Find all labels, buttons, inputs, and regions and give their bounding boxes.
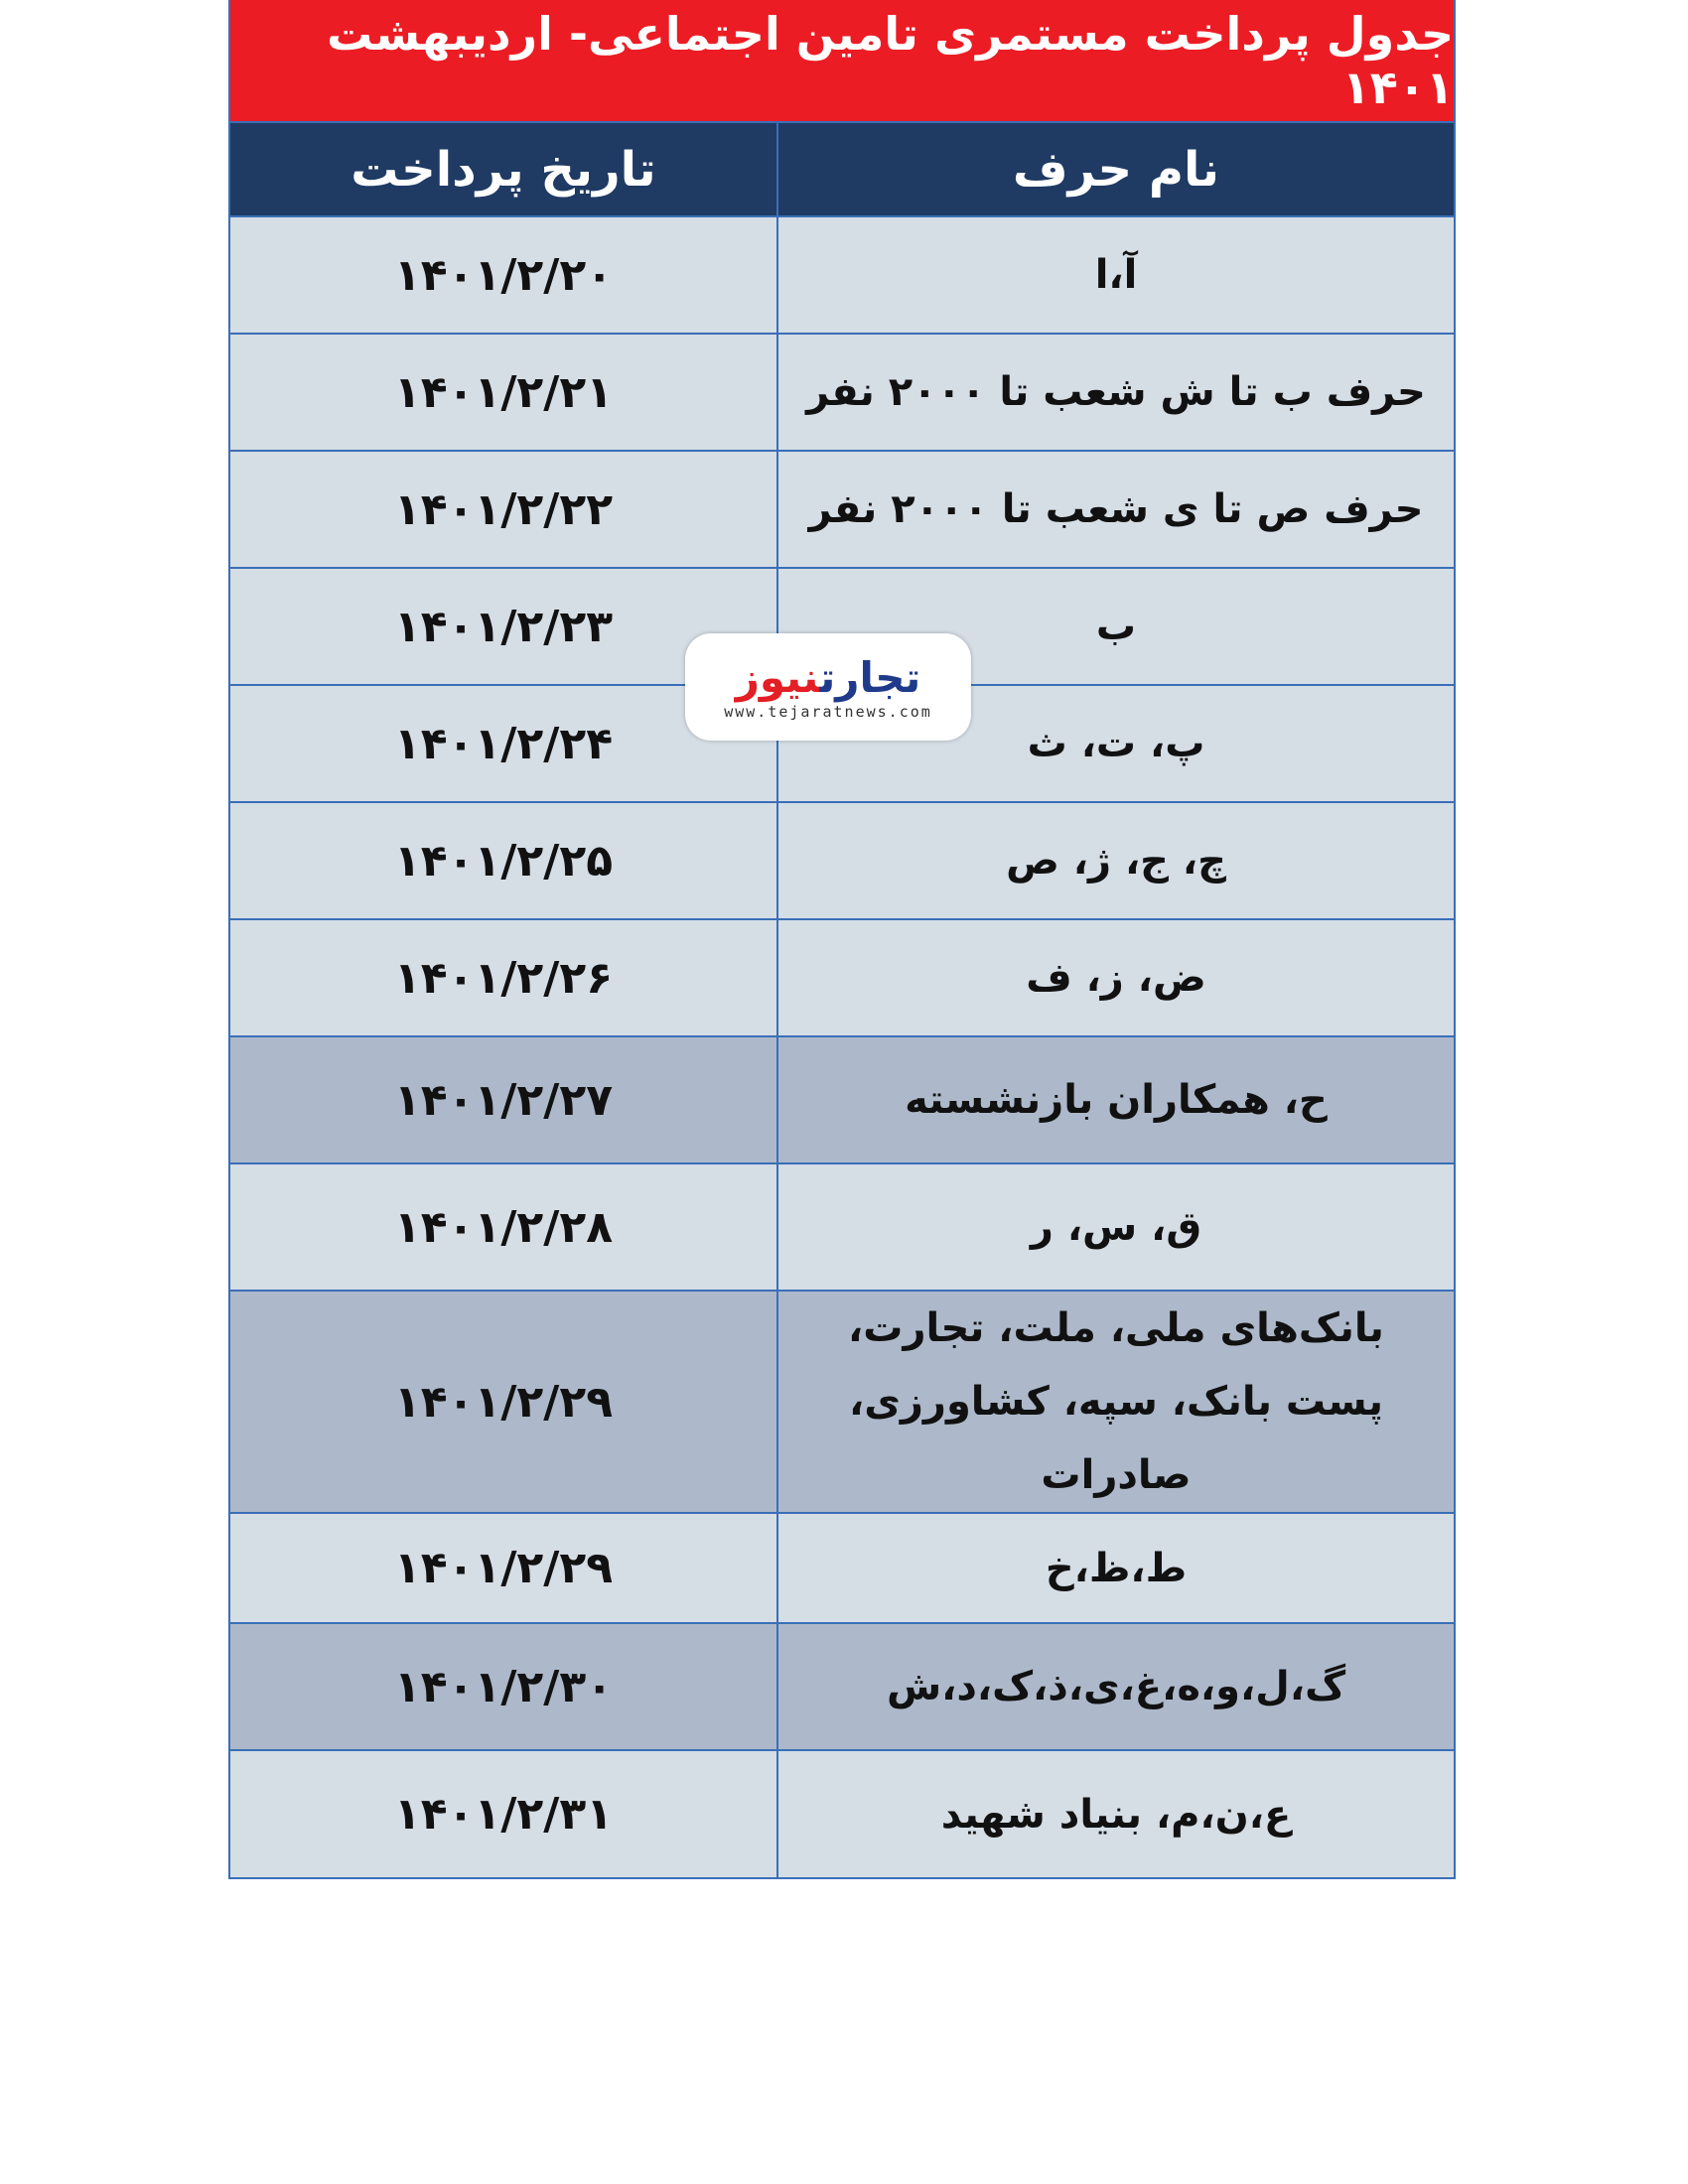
letter-group-cell: گ،ل،و،ه،غ،ی،ذ،ک،د،ش	[777, 1623, 1454, 1750]
payment-date-cell: ۱۴۰۱/۲/۲۵	[230, 802, 777, 919]
table-row	[230, 1623, 1454, 1750]
letter-group-cell: پ، ت، ث	[777, 685, 1454, 802]
payment-date-cell: ۱۴۰۱/۲/۳۱	[230, 1750, 777, 1878]
logo-word-news: نیوز	[735, 653, 820, 702]
letter-group-cell: ق، س، ر	[777, 1163, 1454, 1291]
table-row	[230, 451, 1454, 568]
header-name: نام حرف	[777, 123, 1454, 216]
table-row	[230, 1513, 1454, 1623]
payment-date-cell: ۱۴۰۱/۲/۲۳	[230, 568, 777, 685]
watermark-logo	[685, 633, 971, 741]
page-title: جدول پرداخت مستمری تامین اجتماعی- اردیبهشت ۱۴۰۱	[230, 0, 1454, 123]
table-row	[230, 1291, 1454, 1513]
payment-date-cell: ۱۴۰۱/۲/۲۸	[230, 1163, 777, 1291]
payment-date-cell: ۱۴۰۱/۲/۲۰	[230, 216, 777, 334]
payment-schedule-sheet	[228, 0, 1456, 1879]
letter-group-cell: ض، ز، ف	[777, 919, 1454, 1036]
payment-table	[230, 123, 1454, 1879]
payment-date-cell: ۱۴۰۱/۲/۳۰	[230, 1623, 777, 1750]
letter-group-cell: حرف ب تا ش شعب تا ۲۰۰۰ نفر	[777, 334, 1454, 451]
table-row	[230, 334, 1454, 451]
letter-group-cell: ب	[777, 568, 1454, 685]
payment-date-cell: ۱۴۰۱/۲/۲۴	[230, 685, 777, 802]
logo-url: www.tejaratnews.com	[724, 703, 932, 721]
table-row	[230, 802, 1454, 919]
letter-group-cell: بانک‌های ملی، ملت، تجارت، پست بانک، سپه، کشاورزی، صادرات	[777, 1291, 1454, 1513]
logo-wordmark	[736, 653, 921, 703]
table-row	[230, 1750, 1454, 1878]
table-row	[230, 1163, 1454, 1291]
letter-group-cell: آ،ا	[777, 216, 1454, 334]
letter-group-cell: ع،ن،م، بنیاد شهید	[777, 1750, 1454, 1878]
letter-group-cell: ح، همکاران بازنشسته	[777, 1036, 1454, 1163]
table-header-row	[230, 123, 1454, 216]
table-row	[230, 919, 1454, 1036]
logo-word-tejarat: تجارت	[819, 653, 921, 702]
letter-group-cell: ط،ظ،خ	[777, 1513, 1454, 1623]
payment-date-cell: ۱۴۰۱/۲/۲۷	[230, 1036, 777, 1163]
payment-date-cell: ۱۴۰۱/۲/۲۹	[230, 1291, 777, 1513]
table-body	[230, 216, 1454, 1878]
header-date: تاریخ پرداخت	[230, 123, 777, 216]
payment-date-cell: ۱۴۰۱/۲/۲۲	[230, 451, 777, 568]
table-row	[230, 216, 1454, 334]
payment-date-cell: ۱۴۰۱/۲/۲۱	[230, 334, 777, 451]
payment-date-cell: ۱۴۰۱/۲/۲۶	[230, 919, 777, 1036]
letter-group-cell: چ، ج، ژ، ص	[777, 802, 1454, 919]
table-row	[230, 1036, 1454, 1163]
letter-group-cell: حرف ص تا ی شعب تا ۲۰۰۰ نفر	[777, 451, 1454, 568]
payment-date-cell: ۱۴۰۱/۲/۲۹	[230, 1513, 777, 1623]
